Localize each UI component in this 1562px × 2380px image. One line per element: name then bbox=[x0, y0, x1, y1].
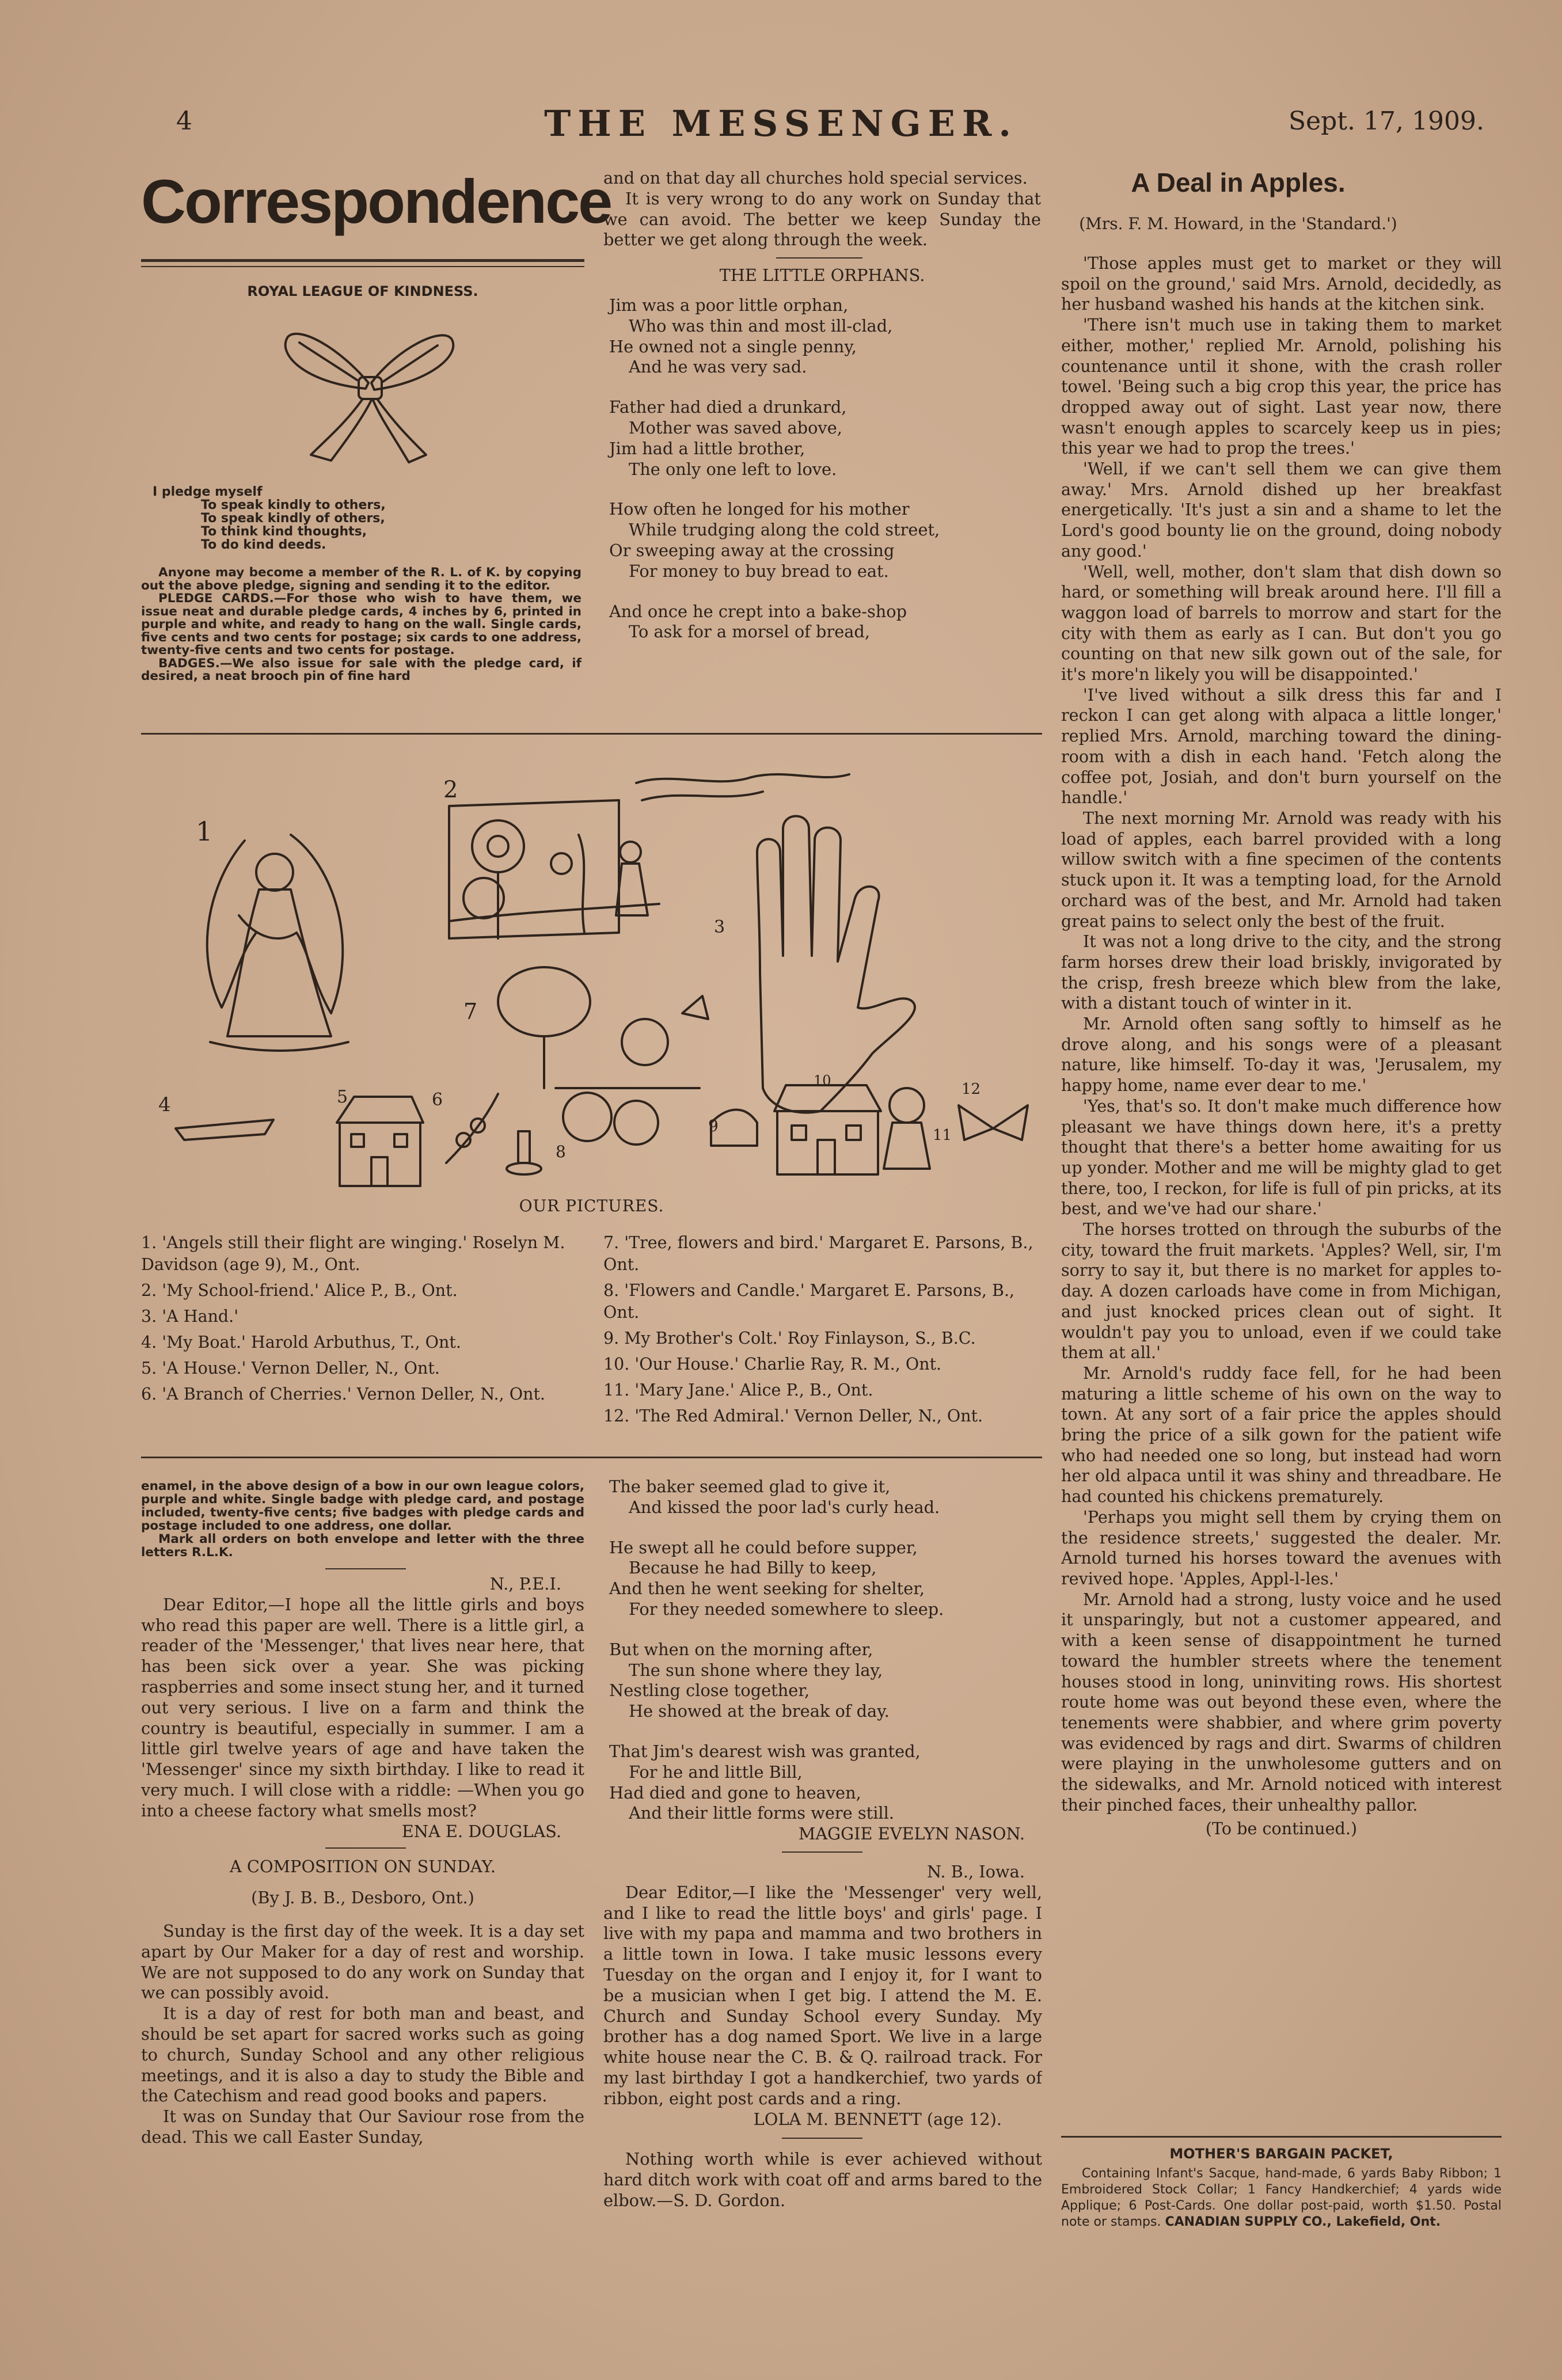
composition-para: Sunday is the first day of the week. It is a day set apart by Our Maker for a day of rest and worship. We are not supposed to do any work on Sunday that we can possibly avoid. bbox=[141, 1921, 584, 2003]
pledge-line: To do kind deeds. bbox=[201, 538, 326, 552]
short-rule bbox=[325, 1568, 406, 1569]
poem-line: Jim had a little brother, bbox=[609, 438, 805, 458]
stanza-gap bbox=[603, 480, 1041, 499]
story-title: A Deal in Apples. bbox=[1131, 168, 1346, 197]
stanza-gap bbox=[603, 1518, 1042, 1538]
poem-line: For money to buy bread to eat. bbox=[629, 561, 889, 581]
pledge-line: To speak kindly to others, bbox=[201, 498, 386, 512]
letter2-place: N. B., Iowa. bbox=[927, 1861, 1025, 1881]
story-para: 'Those apples must get to market or they will spoil on the ground,' said Mrs. Arnold, decidedly, as her husband washed his hands at the kitchen sink. bbox=[1061, 253, 1502, 314]
top-middle-column bbox=[603, 168, 1041, 727]
children-drawings bbox=[141, 766, 1042, 1192]
pledge-cards-text: PLEDGE CARDS.—For those who wish to have them, we issue neat and durable pledge cards, 4 inches by 6, printed in purple and white, and ready to hang on the wall. Single cards, five cents and two cents for postage; six cards to one address, twenty-five cents and two cents for postage. bbox=[141, 591, 582, 657]
lower-left-column bbox=[141, 1480, 584, 2297]
svg-text:12: 12 bbox=[961, 1081, 981, 1098]
correspondence-title: Correspondence bbox=[141, 166, 611, 236]
poem-line: The baker seemed glad to give it, bbox=[609, 1477, 891, 1496]
angel-drawing bbox=[207, 835, 348, 1051]
league-info bbox=[141, 567, 582, 683]
poem-author: MAGGIE EVELYN NASON. bbox=[798, 1824, 1025, 1844]
short-rule bbox=[325, 1847, 406, 1849]
svg-text:3: 3 bbox=[714, 917, 725, 937]
poem-line: And their little forms were still. bbox=[629, 1803, 894, 1823]
colt-drawing bbox=[708, 1110, 757, 1146]
composition-continued: and on that day all churches hold special services. bbox=[603, 168, 1028, 188]
letter1-text: Dear Editor,—I hope all the little girls and boys who read this paper are well. There is a little girl, a reader of the 'Messenger,' that lives near here, that has been sick over a year. She was picking raspberries and some insect stung her, and it turned out very serious. I live on a farm and think the country is beautiful, especially in summer. I am a little girl twelve years of age and have taken the 'Messenger' since my sixth birthday. I like to read it very much. I will close with a riddle: —When you go into a cheese factory what smells most? bbox=[141, 1594, 584, 1820]
poem-line: To ask for a morsel of bread, bbox=[629, 622, 870, 642]
ad-text: Containing Infant's Sacque, hand-made, 6 yards Baby Ribbon; 1 Embroidered Stock Collar; 1 Fancy Handkerchief; 4 yards wide Applique; 6 Post-Cards. One dollar post-paid, worth $1.50. Postal note or stamps. bbox=[1061, 2166, 1502, 2229]
league-title: ROYAL LEAGUE OF KINDNESS. bbox=[247, 283, 478, 299]
short-rule bbox=[782, 1851, 862, 1853]
svg-text:11: 11 bbox=[933, 1127, 952, 1144]
svg-text:8: 8 bbox=[556, 1142, 566, 1161]
ad-body bbox=[1061, 2166, 1502, 2230]
picture-caption: 2. 'My School-friend.' Alice P., B., Ont. bbox=[141, 1281, 458, 1300]
svg-text:9: 9 bbox=[708, 1116, 719, 1135]
story-para: 'Well, well, mother, don't slam that dish down so hard, or something will break around here. I'll fill a waggon load of barrels to morrow and start for the city with them as early as I can. But don't you go counting on that new silk gown out of the sale, for it's more'n likely you will be disappointed.' bbox=[1061, 561, 1502, 685]
our-house-drawing bbox=[774, 1073, 881, 1174]
svg-text:6: 6 bbox=[432, 1090, 443, 1110]
school-friend-drawing bbox=[616, 842, 725, 937]
letter1-place: N., P.E.I. bbox=[489, 1574, 561, 1594]
composition-title: A COMPOSITION ON SUNDAY. bbox=[229, 1857, 496, 1877]
letter2-signature: LOLA M. BENNETT (age 12). bbox=[753, 2109, 1002, 2129]
svg-text:7: 7 bbox=[463, 999, 478, 1024]
pictures-list-left bbox=[141, 1232, 584, 1409]
stanza-gap bbox=[603, 582, 1041, 602]
bow-illustration bbox=[253, 314, 484, 463]
composition-byline: (By J. B. B., Desboro, Ont.) bbox=[251, 1888, 474, 1908]
svg-text:1: 1 bbox=[196, 816, 213, 847]
svg-text:10: 10 bbox=[814, 1073, 831, 1089]
pledge-line: To think kind thoughts, bbox=[201, 524, 367, 539]
enamel-block bbox=[141, 1480, 584, 1559]
red-admiral-drawing bbox=[959, 1081, 1028, 1140]
poem-line: Because he had Billy to keep, bbox=[629, 1558, 877, 1578]
letter2-text: Dear Editor,—I like the 'Messenger' very well, and I like to read the little boys' and girls' page. I live with my papa and mamma and two brothers in a little town in Iowa. I take music lessons every Tuesday on the organ and I enjoy it, for I want to be a musician when I get big. I attend the M. E. Church and Sunday School every Sunday. My brother has a dog named Sport. We live in a large white house near the C. B. & Q. railroad track. For my last birthday I got a handkerchief, two yards of ribbon, eight post cards and a ring. bbox=[603, 1882, 1042, 2108]
picture-caption: 6. 'A Branch of Cherries.' Vernon Deller, N., Ont. bbox=[141, 1385, 545, 1404]
story-continued: (To be continued.) bbox=[1205, 1819, 1358, 1839]
picture-caption: 12. 'The Red Admiral.' Vernon Deller, N., Ont. bbox=[603, 1406, 983, 1425]
poem-line: The only one left to love. bbox=[629, 459, 837, 479]
story-para: Mr. Arnold had a strong, lusty voice and he used it unsparingly, but not a customer appeared, and with a keen sense of disappointment he turned toward the humbler streets where the tenement houses stood in long, uninviting rows. His shortest route home was out beyond these even, where the tenements were shabbier, and where grim poverty was evidenced by rags and dirt. Swarms of children were playing in the unwholesome gutters and on the sidewalks, and Mr. Arnold noticed with interest their pinched faces, their unhealthy pallor. bbox=[1061, 1589, 1502, 1815]
story-para: 'There isn't much use in taking them to market either, mother,' replied Mr. Arnold, polishing his countenance until it shone, with the crash roller towel. 'Being such a big crop this year, the price has dropped away out of sight. Last year now, there wasn't enough apples to scarcely keep us in pies; this year we had to prop the trees.' bbox=[1061, 315, 1502, 458]
svg-text:4: 4 bbox=[158, 1093, 171, 1116]
story-para: 'Yes, that's so. It don't make much difference how pleasant we have things down here, it's a pretty thought that there's a better home awaiting for us up yonder. Mother and me will be mighty glad to get there, too, I reckon, for life is full of pin pricks, at its best, and we've had our share.' bbox=[1061, 1096, 1502, 1219]
stanza-gap bbox=[603, 378, 1041, 397]
poem-line: And he was very sad. bbox=[629, 357, 807, 377]
composition-para: It was on Sunday that Our Saviour rose from the dead. This we call Easter Sunday, bbox=[141, 2107, 584, 2147]
picture-caption: 5. 'A House.' Vernon Deller, N., Ont. bbox=[141, 1359, 440, 1378]
pictures-list-right bbox=[603, 1232, 1042, 1431]
tree-drawing bbox=[498, 967, 708, 1088]
label-7 bbox=[463, 999, 477, 1024]
enamel-text: enamel, in the above design of a bow in our own league colors, purple and white. Single badge with pledge card, and postage included, twenty-five cents; five badges with pledge cards and postage included to one address, one dollar. bbox=[141, 1480, 584, 1533]
story-para: 'Perhaps you might sell them by crying them on the residence streets,' suggested the dealer. Mr. Arnold turned his horses toward the avenues with revived hope. 'Apples, Appl-l-les.' bbox=[1061, 1507, 1502, 1588]
picture-caption: 11. 'Mary Jane.' Alice P., B., Ont. bbox=[603, 1381, 873, 1400]
story-column bbox=[1061, 253, 1502, 2101]
picture-caption: 8. 'Flowers and Candle.' Margaret E. Parsons, B., Ont. bbox=[603, 1281, 1015, 1322]
story-para: Mr. Arnold often sang softly to himself as he drove along, and his songs were of a pleasant nature, like himself. To-day it was, 'Jerusalem, my happy home, name ever dear to me.' bbox=[1061, 1014, 1502, 1096]
poem-line: He swept all he could before supper, bbox=[609, 1537, 918, 1557]
picture-caption: 10. 'Our House.' Charlie Ray, R. M., Ont. bbox=[603, 1355, 942, 1374]
poem-line: That Jim's dearest wish was granted, bbox=[609, 1741, 921, 1761]
stanza-gap bbox=[603, 1722, 1042, 1742]
picture-caption: 9. My Brother's Colt.' Roy Finlayson, S., B.C. bbox=[603, 1329, 976, 1348]
poem-line: Who was thin and most ill-clad, bbox=[629, 315, 893, 336]
poem-line: The sun shone where they lay, bbox=[629, 1660, 883, 1680]
pledge-line: I pledge myself bbox=[153, 485, 263, 499]
orphans-poem-bottom bbox=[603, 1477, 1042, 1824]
flowers-and-girl-drawing bbox=[449, 774, 849, 938]
composition-continued-2: It is very wrong to do any work on Sunday that we can avoid. The better we keep Sunday the better we get along through the week. bbox=[603, 188, 1041, 250]
boat-drawing bbox=[158, 1093, 273, 1140]
short-rule bbox=[782, 2138, 862, 2139]
poem-line: He showed at the break of day. bbox=[629, 1701, 890, 1721]
hand-drawing bbox=[757, 816, 915, 1113]
candle-flowers-drawing bbox=[507, 1088, 700, 1174]
svg-text:2: 2 bbox=[443, 777, 458, 803]
story-byline: (Mrs. F. M. Howard, in the 'Standard.') bbox=[1079, 214, 1397, 233]
picture-caption: 7. 'Tree, flowers and bird.' Margaret E. Parsons, B., Ont. bbox=[603, 1233, 1033, 1274]
ad-company: CANADIAN SUPPLY CO., Lakefield, Ont. bbox=[1165, 2215, 1441, 2229]
ad-rule bbox=[1061, 2136, 1502, 2138]
poem-line: Jim was a poor little orphan, bbox=[609, 295, 849, 315]
badges-text: BADGES.—We also issue for sale with the pledge card, if desired, a neat brooch pin of fine hard bbox=[141, 656, 582, 683]
poem-line: And once he crept into a bake-shop bbox=[609, 601, 907, 621]
poem-line: For he and little Bill, bbox=[629, 1762, 803, 1782]
section-rule bbox=[141, 1457, 1042, 1458]
poem-line: Father had died a drunkard, bbox=[609, 397, 847, 417]
pledge-line: To speak kindly of others, bbox=[201, 511, 385, 526]
mark-text: Mark all orders on both envelope and letter with the three letters R.L.K. bbox=[141, 1532, 584, 1560]
poem-line: And then he went seeking for shelter, bbox=[609, 1579, 925, 1599]
poem-line: But when on the morning after, bbox=[609, 1639, 873, 1659]
poem-line: Nestling close together, bbox=[609, 1681, 810, 1701]
svg-text:5: 5 bbox=[337, 1087, 348, 1107]
poem-line: Mother was saved above, bbox=[629, 417, 842, 438]
pledge-block bbox=[153, 485, 579, 552]
poem-line: Had died and gone to heaven, bbox=[609, 1782, 861, 1803]
ad-title: MOTHER'S BARGAIN PACKET, bbox=[1169, 2146, 1393, 2162]
composition-para: It is a day of rest for both man and beast, and should be set apart for sacred works such as going to church, Sunday School and any other religious meetings, and it is also a day to study the Bible and the Catechism and read good books and papers. bbox=[141, 2003, 584, 2106]
orphans-title: THE LITTLE ORPHANS. bbox=[719, 265, 925, 286]
poem-line: Or sweeping away at the crossing bbox=[609, 540, 895, 560]
poem-line: How often he longed for his mother bbox=[609, 499, 910, 519]
poem-line: He owned not a single penny, bbox=[609, 336, 857, 356]
orphans-poem-top bbox=[603, 295, 1041, 642]
masthead: THE MESSENGER. bbox=[544, 102, 1018, 145]
story-para: It was not a long drive to the city, and the strong farm horses drew their load briskly, invigorated by the crisp, fresh breeze which blew from the lake, with a distant touch of winter in it. bbox=[1061, 932, 1502, 1013]
membership-text: Anyone may become a member of the R. L. of K. by copying out the above pledge, signing and sending it to the editor. bbox=[141, 565, 582, 593]
issue-date: Sept. 17, 1909. bbox=[1289, 107, 1484, 136]
house-drawing bbox=[337, 1087, 423, 1186]
poem-line: While trudging along the cold street, bbox=[629, 520, 940, 540]
story-para: 'I've lived without a silk dress this far and I reckon I can get along with alpaca a little longer,' replied Mrs. Arnold, marching toward the dining-room with a dish in each hand. 'Fetch along the coffee pot, Josiah, and don't burn yourself on the handle.' bbox=[1061, 685, 1502, 808]
story-para: The next morning Mr. Arnold was ready with his load of apples, each barrel provided with a long willow switch with a fine specimen of the contents stuck upon it. It was a tempting load, for the Arnold orchard was of the best, and Mr. Arnold had taken great pains to select only the best of the fruit. bbox=[1061, 808, 1502, 931]
story-para: Mr. Arnold's ruddy face fell, for he had been maturing a little scheme of his own on the way to town. At any sort of a fair price the apples should bring the price of a silk gown for the patient wife who had needed one so long, but instead had worn her old alpaca until it was shiny and threadbare. He had counted his chickens prematurely. bbox=[1061, 1363, 1502, 1507]
lower-middle-column bbox=[603, 1477, 1042, 2300]
label-2 bbox=[443, 777, 458, 803]
poem-line: And kissed the poor lad's curly head. bbox=[629, 1497, 940, 1517]
cherry-branch-drawing bbox=[432, 1090, 498, 1163]
story-para: The horses trotted on through the suburbs of the city, toward the fruit markets. 'Apples? Well, sir, I'm sorry to say it, but there is no market for apples to-day. A dozen carloads have come in from Michigan, and just knocked prices clean out of sight. It wouldn't pay you to unload, even if we could take them at all.' bbox=[1061, 1219, 1502, 1363]
gordon-quote: Nothing worth while is ever achieved without hard ditch work with coat off and arms bared to the elbow.—S. D. Gordon. bbox=[603, 2149, 1042, 2210]
picture-caption: 4. 'My Boat.' Harold Arbuthus, T., Ont. bbox=[141, 1333, 461, 1352]
section-rule bbox=[141, 733, 1042, 735]
title-rule-thin bbox=[141, 266, 584, 267]
picture-caption: 1. 'Angels still their flight are winging.' Roselyn M. Davidson (age 9), M., Ont. bbox=[141, 1233, 565, 1274]
mary-jane-drawing bbox=[884, 1088, 952, 1169]
story-para: 'Well, if we can't sell them we can give them away.' Mrs. Arnold dished up her breakfast energetically. 'It's just a sin and a shame to let the Lord's good bounty lie on the ground, doing nobody any good.' bbox=[1061, 459, 1502, 561]
picture-caption: 3. 'A Hand.' bbox=[141, 1307, 239, 1326]
page-number: 4 bbox=[176, 107, 192, 136]
stanza-gap bbox=[603, 1620, 1042, 1640]
letter1-signature: ENA E. DOUGLAS. bbox=[401, 1821, 561, 1841]
label-1 bbox=[196, 816, 212, 847]
pictures-caption-title: OUR PICTURES. bbox=[519, 1196, 664, 1215]
poem-line: For they needed somewhere to sleep. bbox=[629, 1599, 944, 1619]
title-rule bbox=[141, 259, 584, 262]
short-rule bbox=[776, 257, 862, 258]
